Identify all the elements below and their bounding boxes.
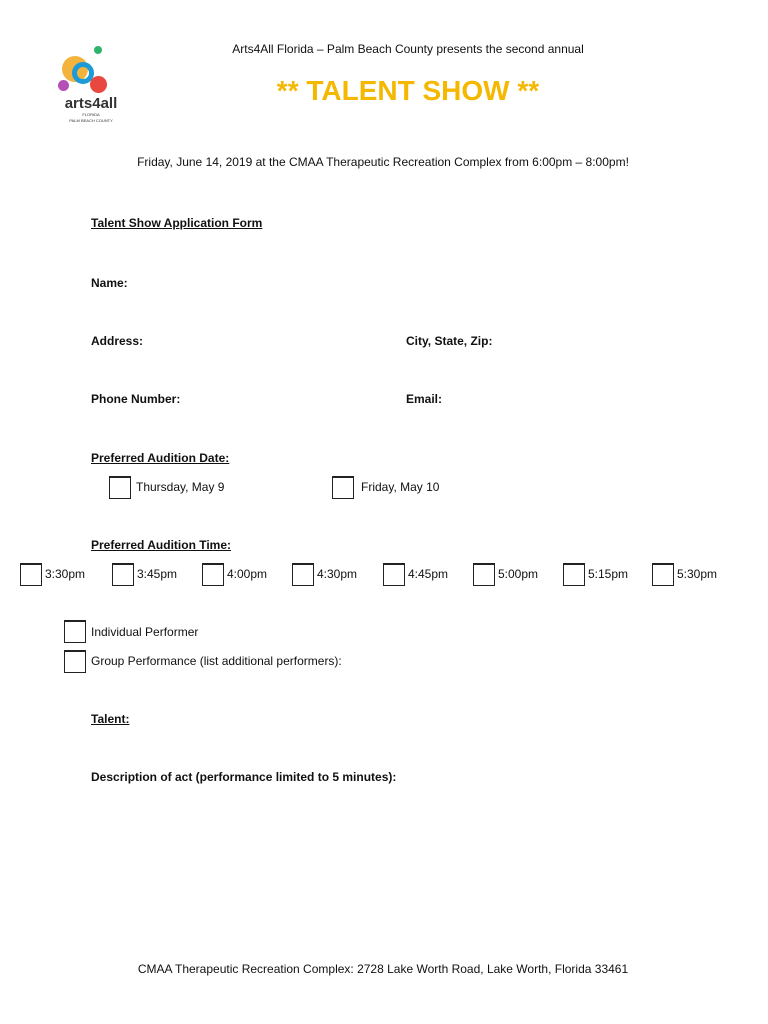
date-option-label: Friday, May 10	[361, 480, 440, 494]
time-option-label: 3:45pm	[137, 567, 178, 581]
logo-sub1: FLORIDA	[82, 112, 100, 117]
email-label: Email:	[406, 392, 443, 406]
logo-wordmark: arts4all	[64, 95, 118, 112]
time-option-label: 5:15pm	[588, 567, 629, 581]
description-label: Description of act (performance limited to 5 minutes):	[91, 770, 397, 784]
time-option-label: 4:00pm	[227, 567, 268, 581]
checkbox-time[interactable]	[563, 563, 585, 586]
time-option-label: 5:00pm	[498, 567, 539, 581]
time-option-label: 3:30pm	[45, 567, 86, 581]
checkbox-time[interactable]	[112, 563, 134, 586]
date-option-label: Thursday, May 9	[136, 480, 225, 494]
time-option-label: 4:45pm	[408, 567, 449, 581]
audition-date-label: Preferred Audition Date:	[91, 451, 230, 465]
checkbox-individual[interactable]	[64, 620, 86, 643]
phone-label: Phone Number:	[91, 392, 181, 406]
checkbox-thursday[interactable]	[109, 476, 131, 499]
logo-sub2: PALM BEACH COUNTY	[69, 118, 113, 123]
checkbox-friday[interactable]	[332, 476, 354, 499]
time-option-label: 5:30pm	[677, 567, 718, 581]
checkbox-group[interactable]	[64, 650, 86, 673]
checkbox-time[interactable]	[652, 563, 674, 586]
checkbox-time[interactable]	[292, 563, 314, 586]
arts4all-logo	[50, 40, 132, 126]
individual-label: Individual Performer	[91, 625, 199, 639]
group-label: Group Performance (list additional performers):	[91, 654, 342, 668]
page-title: ** TALENT SHOW **	[276, 75, 540, 106]
event-details: Friday, June 14, 2019 at the CMAA Therapeutic Recreation Complex from 6:00pm – 8:00pm!	[137, 155, 629, 169]
name-label: Name:	[91, 276, 128, 290]
address-label: Address:	[91, 334, 144, 348]
checkbox-time[interactable]	[202, 563, 224, 586]
city-state-zip-label: City, State, Zip:	[406, 334, 493, 348]
intro-text: Arts4All Florida – Palm Beach County presents the second annual	[232, 42, 584, 56]
audition-time-label: Preferred Audition Time:	[91, 538, 232, 552]
checkbox-time[interactable]	[473, 563, 495, 586]
time-option-label: 4:30pm	[317, 567, 358, 581]
footer-address: CMAA Therapeutic Recreation Complex: 2728 Lake Worth Road, Lake Worth, Florida 33461	[137, 962, 629, 976]
checkbox-time[interactable]	[383, 563, 405, 586]
form-heading: Talent Show Application Form	[91, 216, 263, 230]
checkbox-time[interactable]	[20, 563, 42, 586]
talent-label: Talent:	[91, 712, 130, 726]
